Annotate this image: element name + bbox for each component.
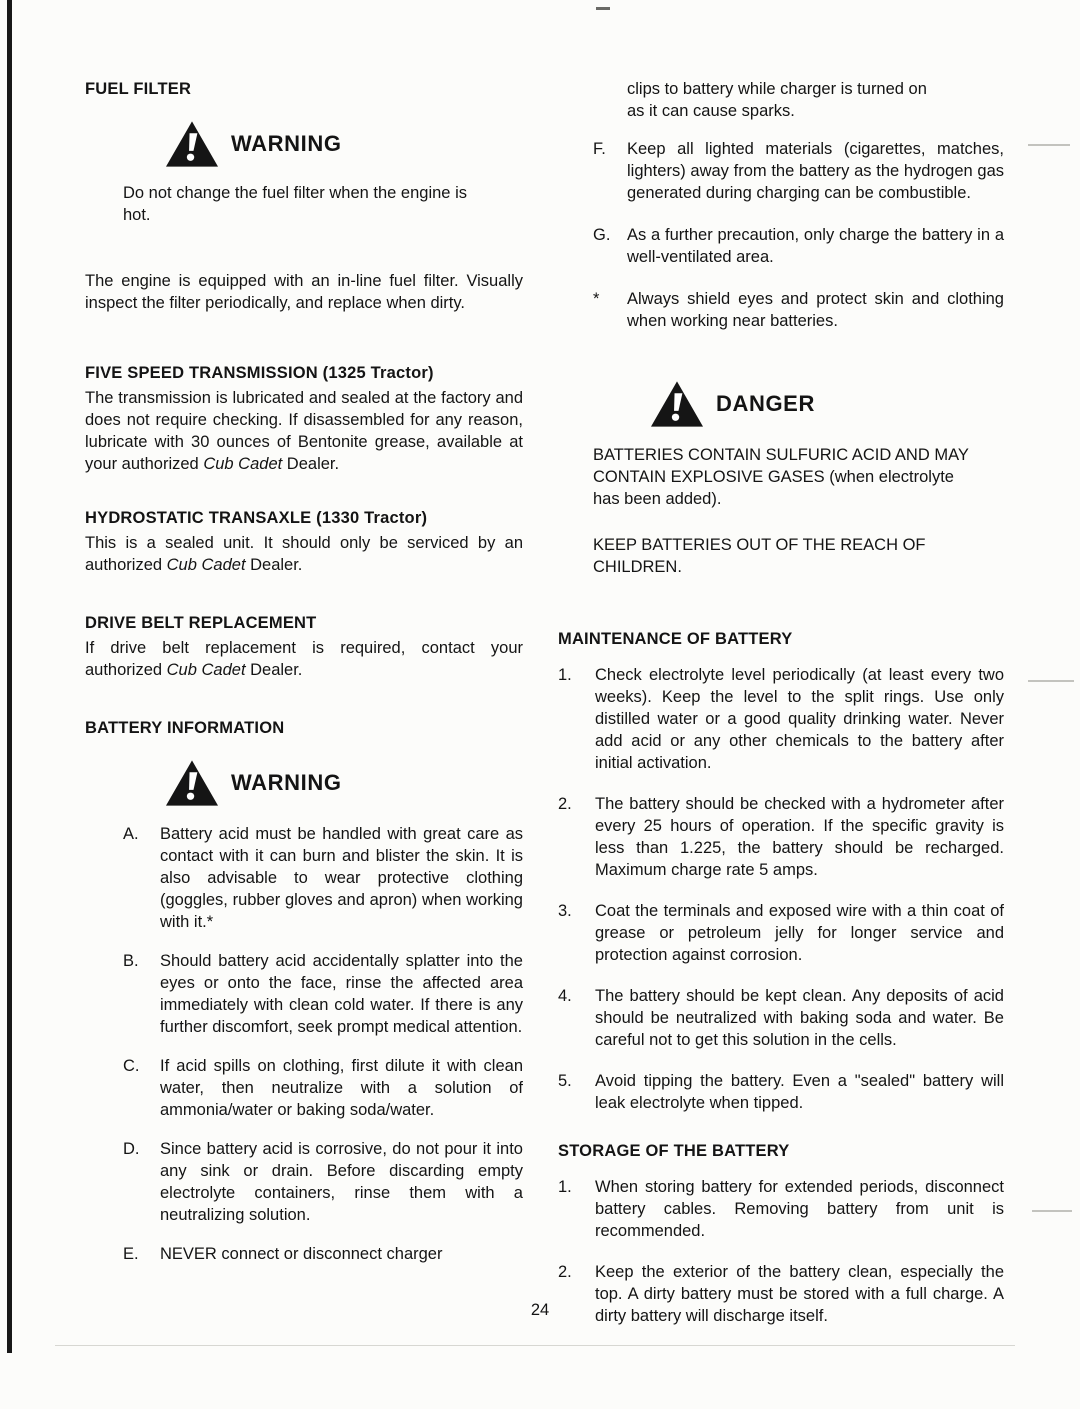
list-item (123, 1055, 523, 1121)
scan-artifact (1028, 680, 1074, 682)
list-marker: D. (123, 1140, 140, 1158)
scan-artifact (596, 7, 610, 10)
list-item (558, 1176, 1004, 1242)
scan-edge-bar (7, 0, 12, 1353)
list-marker: A. (123, 825, 139, 843)
danger-text-1: BATTERIES CONTAIN SULFURIC ACID AND MAY CONTAIN EXPLOSIVE GASES (when electrolyte has been added). (593, 446, 969, 508)
list-item-text: If acid spills on clothing, first dilute it with clean water, then neutralize with a solution of ammonia/water or baking soda/water. (160, 1057, 523, 1119)
drive-belt-body (85, 637, 523, 681)
section-heading-storage: STORAGE OF THE BATTERY (558, 1142, 790, 1160)
item-e-continuation-text: clips to battery while charger is turned on as it can cause sparks. (627, 80, 927, 120)
list-item (123, 823, 523, 933)
hydrostatic-body (85, 532, 523, 576)
list-marker: * (593, 290, 600, 308)
list-item-text: As a further precaution, only charge the battery in a well-ventilated area. (627, 226, 1004, 266)
section-heading-battery-information: BATTERY INFORMATION (85, 719, 285, 737)
italic-brand-text: Cub Cadet (166, 661, 246, 679)
list-item (593, 224, 1004, 268)
section-heading-hydrostatic: HYDROSTATIC TRANSAXLE (1330 Tractor) (85, 509, 428, 527)
list-marker: F. (593, 140, 606, 158)
maintenance-list (558, 664, 1004, 1114)
danger-label: DANGER (716, 391, 815, 416)
warning-triangle-icon (165, 759, 219, 807)
list-marker: B. (123, 952, 139, 970)
text-segment: Dealer. (282, 455, 340, 473)
warning-triangle-icon (165, 120, 219, 168)
list-marker: 1. (558, 666, 572, 684)
list-item-text: NEVER connect or disconnect charger (160, 1245, 443, 1263)
list-marker: 2. (558, 1263, 572, 1281)
list-marker: 5. (558, 1072, 572, 1090)
fuel-filter-body: The engine is equipped with an in-line fuel filter. Visually inspect the filter periodically, and replace when dirty. (85, 272, 523, 312)
list-item (558, 1070, 1004, 1114)
italic-brand-text: Cub Cadet (166, 556, 246, 574)
five-speed-body (85, 387, 523, 475)
list-item (558, 664, 1004, 774)
list-item (593, 288, 1004, 332)
danger-text-2: KEEP BATTERIES OUT OF THE REACH OF CHILDREN. (593, 536, 926, 576)
list-item-text: Battery acid must be handled with great care as contact with it can burn and blister the skin. It is also advisable to wear protective clothing (goggles, rubber gloves and apron) when working with it.* (160, 825, 523, 931)
list-item-text: Coat the terminals and exposed wire with a thin coat of grease or petroleum jelly for longer service and protection against corrosion. (595, 902, 1004, 964)
text-segment: Dealer. (245, 661, 303, 679)
section-heading-maintenance: MAINTENANCE OF BATTERY (558, 630, 793, 648)
danger-banner (650, 380, 1004, 428)
list-marker: 3. (558, 902, 572, 920)
right-column (558, 78, 1004, 1346)
text-segment: This is a sealed unit. It should only be serviced by an authorized (85, 534, 523, 574)
list-item (558, 793, 1004, 881)
list-item (558, 985, 1004, 1051)
left-column (85, 78, 523, 1282)
list-marker: 2. (558, 795, 572, 813)
section-heading-fuel-filter: FUEL FILTER (85, 80, 192, 98)
list-item-text: Keep the exterior of the battery clean, especially the top. A dirty battery must be stored with a full charge. A dirty battery will discharge itself. (595, 1263, 1004, 1325)
list-item-text: Keep all lighted materials (cigarettes, matches, lighters) away from the battery as the hydrogen gas generated during charging can be combustible. (627, 140, 1004, 202)
list-item (123, 1243, 523, 1265)
scan-artifact (1032, 1210, 1072, 1212)
list-item-text: Avoid tipping the battery. Even a "sealed" battery will leak electrolyte when tipped. (595, 1072, 1004, 1112)
section-heading-drive-belt: DRIVE BELT REPLACEMENT (85, 614, 317, 632)
list-marker: 1. (558, 1178, 572, 1196)
scan-artifact (1028, 144, 1070, 146)
danger-triangle-icon (650, 380, 704, 428)
list-item (558, 900, 1004, 966)
section-heading-five-speed: FIVE SPEED TRANSMISSION (1325 Tractor) (85, 364, 434, 382)
battery-warning-list-continued (593, 138, 1004, 332)
list-marker: C. (123, 1057, 140, 1075)
page-number: 24 (530, 1301, 550, 1319)
text-segment: Dealer. (245, 556, 303, 574)
battery-warning-list (123, 823, 523, 1265)
list-item (123, 1138, 523, 1226)
list-item-text: Always shield eyes and protect skin and clothing when working near batteries. (627, 290, 1004, 330)
text-segment: If drive belt replacement is required, contact your authorized (85, 639, 523, 679)
list-item-text: The battery should be checked with a hydrometer after every 25 hours of operation. If the specific gravity is less than 1.225, the battery should be recharged. Maximum charge rate 5 amps. (595, 795, 1004, 879)
list-marker: E. (123, 1245, 139, 1263)
list-item (593, 138, 1004, 204)
list-item-text: Since battery acid is corrosive, do not pour it into any sink or drain. Before discarding empty electrolyte containers, rinse them with a neutralizing solution. (160, 1140, 523, 1224)
warning-label: WARNING (231, 770, 342, 795)
italic-brand-text: Cub Cadet (203, 455, 283, 473)
list-item (123, 950, 523, 1038)
list-item-text: Should battery acid accidentally splatter into the eyes or onto the face, rinse the affected area immediately with clean cold water. If there is any further discomfort, seek prompt medical attention. (160, 952, 523, 1036)
fuel-filter-warning-text: Do not change the fuel filter when the engine is hot. (123, 184, 467, 224)
warning-label: WARNING (231, 131, 342, 156)
warning-banner (165, 120, 523, 168)
warning-banner (165, 759, 523, 807)
list-item-text: Check electrolyte level periodically (at least every two weeks). Keep the level to the split rings. Use only distilled water or a good quality drinking water. Never add acid or any other chemicals to the battery after initial activation. (595, 666, 1004, 772)
text-segment: The transmission is lubricated and sealed at the factory and does not require checking. If disassembled for any reason, lubricate with 30 ounces of Bentonite grease, available at your authorized (85, 389, 523, 473)
list-marker: G. (593, 226, 611, 244)
list-marker: 4. (558, 987, 572, 1005)
list-item-text: The battery should be kept clean. Any deposits of acid should be neutralized with baking soda and water. Be careful not to get this solution in the cells. (595, 987, 1004, 1049)
list-item-text: When storing battery for extended periods, disconnect battery cables. Removing battery from unit is recommended. (595, 1178, 1004, 1240)
